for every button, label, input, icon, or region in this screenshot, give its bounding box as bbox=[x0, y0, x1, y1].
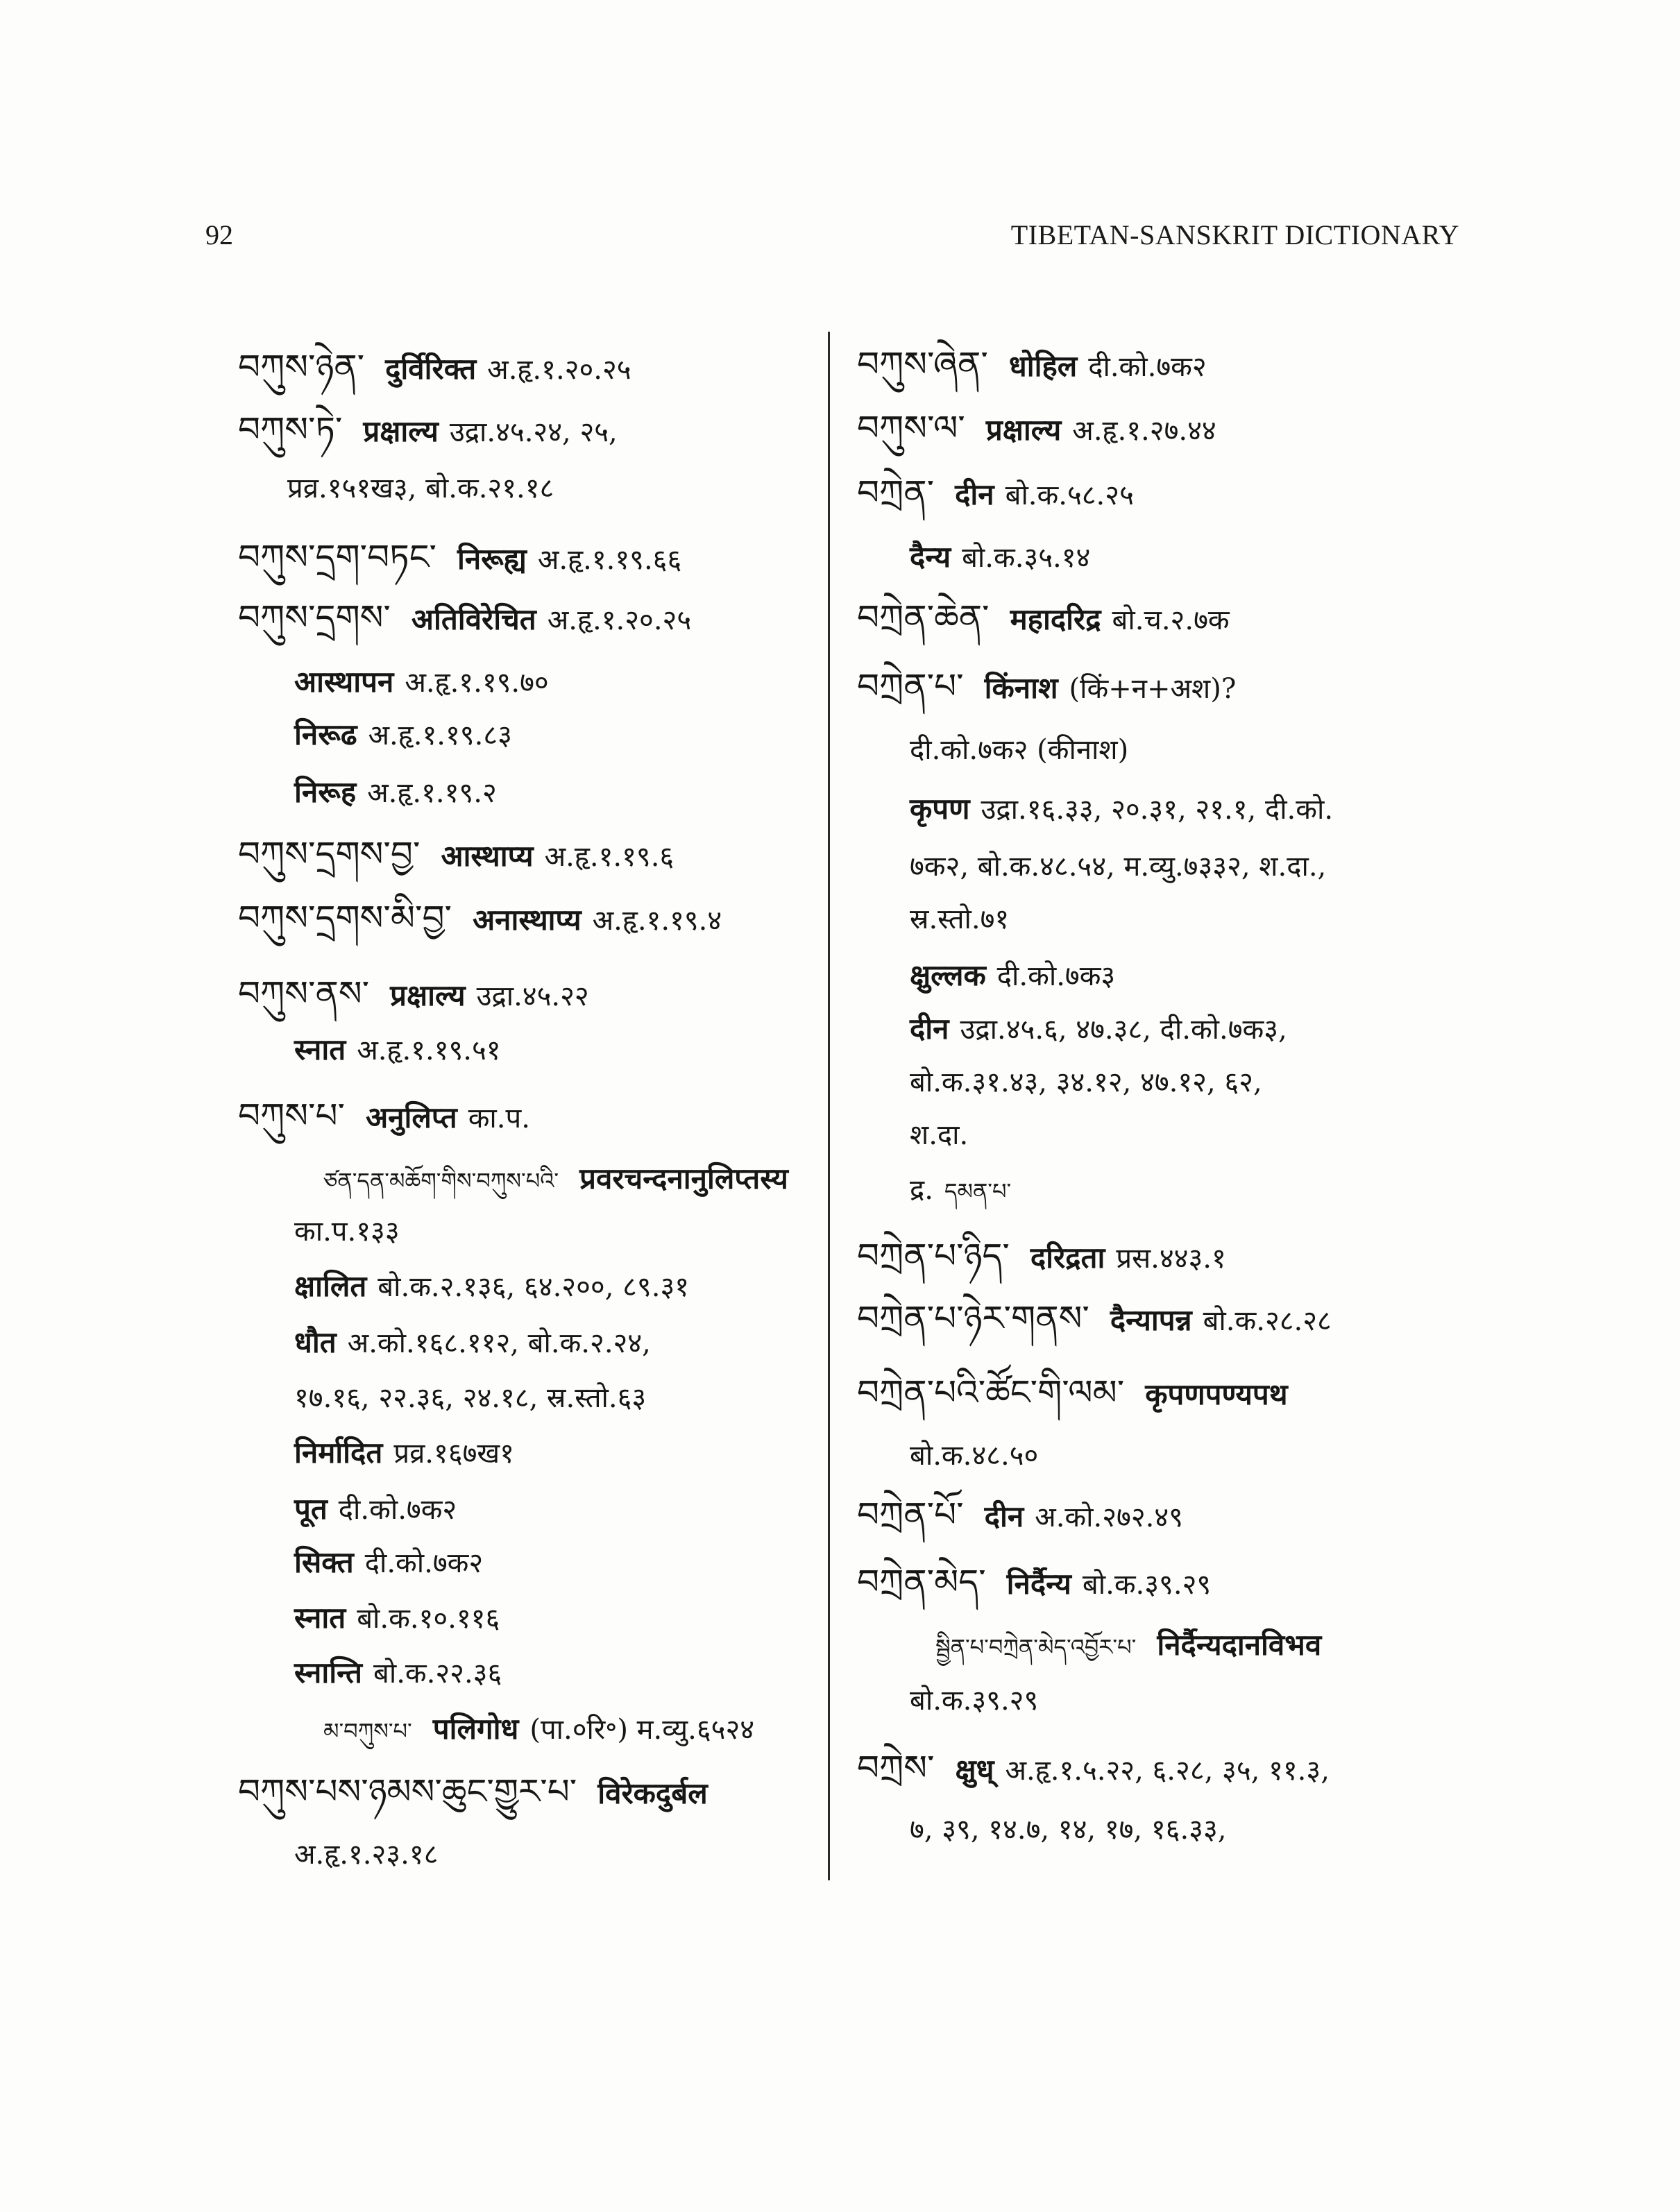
sanskrit-gloss: दीन bbox=[955, 477, 994, 511]
sense-line bbox=[294, 1590, 500, 1646]
reference-citation: अ.हृ.१.२०.२५ bbox=[547, 604, 692, 636]
headword: བཀུས་ནས་ bbox=[238, 973, 370, 1014]
phrase-line bbox=[323, 1701, 754, 1757]
entry-line bbox=[238, 402, 618, 457]
reference-citation: अ.हृ.१.१९.७० bbox=[405, 667, 549, 699]
sense-line bbox=[910, 948, 1115, 1003]
running-title: TIBETAN-SANSKRIT DICTIONARY bbox=[1010, 219, 1459, 250]
sanskrit-gloss: कृपणपण्यपथ bbox=[1145, 1377, 1288, 1411]
reference-citation: दी.को.७क३ bbox=[996, 960, 1116, 992]
reference-citation: (पा.०रि॰) म.व्यु.६५२४ bbox=[529, 1714, 755, 1746]
headword: བཀྲེས་ bbox=[857, 1748, 935, 1788]
headword: བཀུས་པ་ bbox=[238, 1096, 346, 1136]
reference-citation: अ.हृ.१.१९.५१ bbox=[357, 1035, 501, 1066]
sanskrit-gloss: प्रक्षाल्य bbox=[363, 414, 439, 448]
sanskrit-gloss: किंनाश bbox=[984, 671, 1058, 705]
continuation-line bbox=[910, 1428, 1038, 1483]
sanskrit-gloss: दीन bbox=[984, 1499, 1024, 1533]
reference-citation: बो.क.५८.२५ bbox=[1005, 479, 1134, 511]
sense-line bbox=[294, 1535, 483, 1590]
reference-continuation: दी.को.७क२ (कीनाश) bbox=[910, 734, 1129, 766]
sanskrit-gloss: अनास्थाप्य bbox=[473, 903, 582, 937]
sanskrit-gloss: क्षुल्लक bbox=[910, 958, 986, 992]
sanskrit-gloss: निर्दैन्यदानविभव bbox=[1157, 1628, 1322, 1662]
continuation-line bbox=[294, 1204, 400, 1259]
reference-citation: अ.हृ.१.२७.४४ bbox=[1072, 415, 1216, 447]
continuation-line bbox=[287, 461, 554, 516]
entry-line bbox=[238, 966, 589, 1021]
sense-line bbox=[294, 1645, 502, 1701]
reference-citation: बो.च.२.७क bbox=[1112, 604, 1230, 636]
sanskrit-gloss: प्रक्षाल्य bbox=[985, 413, 1062, 447]
reference-citation: अ.हृ.१.२०.२५ bbox=[487, 354, 631, 386]
headword: བཀྲེན་ཆེན་ bbox=[857, 597, 990, 638]
reference-citation: दी.को.७क२ bbox=[364, 1547, 484, 1579]
entry-line bbox=[238, 339, 631, 395]
tibetan-phrase: སྦྱིན་པ་བཀྲེན་མེད་འབྱོར་པ་ bbox=[935, 1634, 1137, 1660]
sense-line bbox=[910, 1001, 1287, 1057]
continuation-line bbox=[910, 892, 1009, 947]
headword: བཀྲེན་པོ་ bbox=[857, 1495, 964, 1535]
continuation-line bbox=[910, 1802, 1227, 1857]
entry-line bbox=[857, 1228, 1226, 1284]
phrase-line bbox=[323, 1151, 788, 1207]
sanskrit-gloss: आस्थाप्य bbox=[441, 839, 534, 873]
entry-line bbox=[857, 1487, 1183, 1542]
continuation-line bbox=[910, 1107, 968, 1163]
reference-citation: बो.क.२८.२८ bbox=[1203, 1305, 1332, 1337]
sanskrit-gloss: दरिद्रता bbox=[1030, 1241, 1105, 1275]
see-also-label: द्र. bbox=[910, 1174, 933, 1206]
phrase-line bbox=[935, 1617, 1321, 1673]
sanskrit-gloss: दैन्य bbox=[910, 540, 951, 574]
entry-line bbox=[238, 1764, 708, 1819]
entry-line bbox=[857, 1365, 1288, 1420]
sanskrit-gloss: महादरिद्र bbox=[1010, 602, 1101, 636]
headword: བཀྲེན་ bbox=[857, 473, 935, 513]
sanskrit-gloss: दीन bbox=[910, 1012, 949, 1046]
sense-line bbox=[294, 1315, 651, 1370]
entry-line bbox=[857, 1554, 1211, 1610]
continuation-line bbox=[294, 1827, 438, 1882]
entry-line bbox=[238, 826, 674, 882]
entry-line bbox=[238, 1088, 530, 1143]
entry-line bbox=[857, 400, 1216, 456]
sanskrit-gloss: आस्थापन bbox=[294, 665, 394, 699]
reference-citation: बो.क.३५.१४ bbox=[962, 542, 1091, 574]
sanskrit-gloss: धौत bbox=[294, 1325, 337, 1359]
reference-citation: अ.को.२७२.४९ bbox=[1035, 1501, 1183, 1533]
sanskrit-gloss: निरूह bbox=[294, 775, 357, 809]
reference-citation: (किं+न+अश)? bbox=[1069, 673, 1237, 705]
reference-citation: बो.क.२२.३६ bbox=[373, 1658, 502, 1690]
reference-citation: अ.हृ.१.५.२२, ६.२८, ३५, ११.३, bbox=[1005, 1755, 1330, 1787]
headword: བཀྲེན་པ་ཉིད་ bbox=[857, 1236, 1010, 1276]
sanskrit-gloss: पलिगोध bbox=[432, 1712, 519, 1746]
tibetan-phrase: དམན་པ་ bbox=[944, 1178, 1012, 1205]
sanskrit-gloss: स्नान्ति bbox=[294, 1656, 362, 1690]
sanskrit-gloss: निर्दैन्य bbox=[1006, 1567, 1071, 1601]
entry-line bbox=[857, 1740, 1330, 1796]
reference-citation: बो.क.२.१३६, ६४.२००, ८९.३१ bbox=[377, 1271, 690, 1303]
reference-continuation: का.प.१३३ bbox=[294, 1216, 400, 1248]
headword: བཀུས་ཞེན་ bbox=[857, 344, 988, 384]
sanskrit-gloss: स्नात bbox=[294, 1601, 346, 1635]
sense-line bbox=[294, 1481, 457, 1537]
sanskrit-gloss: विरेकदुर्बल bbox=[597, 1776, 708, 1810]
sense-line bbox=[294, 765, 497, 820]
sense-line bbox=[294, 654, 549, 710]
sanskrit-gloss: निरूढ bbox=[294, 717, 357, 751]
headword: བཀྲེན་པ་ཉེར་གནས་ bbox=[857, 1298, 1089, 1338]
reference-citation: अ.हृ.१.१९.६६ bbox=[537, 544, 682, 576]
sanskrit-gloss: क्षालित bbox=[294, 1269, 367, 1303]
reference-citation: का.प. bbox=[468, 1103, 530, 1134]
entry-line bbox=[238, 890, 722, 946]
sense-line bbox=[910, 529, 1090, 585]
reference-citation: अ.हृ.१.१९.६ bbox=[544, 841, 674, 873]
reference-citation: दी.को.७क२ bbox=[1088, 351, 1207, 383]
reference-continuation: बो.क.३१.४३, ३४.१२, ४७.१२, ६२, bbox=[910, 1066, 1262, 1098]
sense-line bbox=[294, 1425, 514, 1481]
reference-continuation: १७.१६, २२.३६, २४.१८, स्र.स्तो.६३ bbox=[294, 1382, 647, 1414]
headword: བཀྲེན་མེད་ bbox=[857, 1562, 986, 1602]
tibetan-phrase: མ་བཀུས་པ་ bbox=[323, 1718, 412, 1744]
entry-line bbox=[238, 529, 681, 585]
reference-citation: उद्रा.४५.६, ४७.३८, दी.को.७क३, bbox=[960, 1014, 1287, 1046]
headword: བཀུས་དྲགས་བྱ་ bbox=[238, 834, 421, 874]
headword: བཀུས་ཉེན་ bbox=[238, 347, 365, 387]
sanskrit-gloss: प्रक्षाल्य bbox=[390, 978, 466, 1012]
sanskrit-gloss: दुर्विरिक्त bbox=[385, 352, 477, 386]
entry-line bbox=[857, 337, 1207, 392]
page-number: 92 bbox=[205, 219, 233, 250]
reference-continuation: अ.हृ.१.२३.१८ bbox=[294, 1839, 439, 1871]
headword: བཀྲེན་པ་ bbox=[857, 666, 964, 706]
headword: བཀྲེན་པའི་ཚོང་གི་ལམ་ bbox=[857, 1372, 1125, 1413]
entry-line bbox=[857, 590, 1230, 645]
reference-continuation: बो.क.४८.५० bbox=[910, 1440, 1039, 1472]
sanskrit-gloss: कृपण bbox=[910, 792, 970, 826]
continuation-line bbox=[294, 1370, 646, 1426]
sanskrit-gloss: प्रवरचन्दनानुलिप्तस्य bbox=[579, 1162, 788, 1196]
sanskrit-gloss: धोहिल bbox=[1008, 349, 1078, 383]
continuation-line bbox=[910, 1055, 1262, 1110]
sanskrit-gloss: क्षुध् bbox=[955, 1753, 994, 1787]
headword: བཀུས་དྲགས་མི་བྱ་ bbox=[238, 898, 452, 938]
reference-citation: अ.हृ.१.१९.४ bbox=[592, 905, 722, 937]
entry-line bbox=[857, 1291, 1332, 1346]
reference-citation: अ.हृ.१.१९.२ bbox=[367, 777, 497, 809]
sense-line bbox=[294, 1022, 501, 1078]
sanskrit-gloss: अनुलिप्त bbox=[366, 1100, 457, 1134]
entry-line bbox=[857, 465, 1134, 520]
reference-citation: बो.क.१०.११६ bbox=[357, 1603, 500, 1635]
sanskrit-gloss: निर्मादित bbox=[294, 1436, 383, 1470]
reference-continuation: ७, ३९, १४.७, १४, १७, १६.३३, bbox=[910, 1814, 1227, 1846]
entry-line bbox=[857, 658, 1236, 714]
sanskrit-gloss: दैन्यापन्न bbox=[1110, 1303, 1192, 1337]
reference-continuation: प्रव्र.१५१ख३, बो.क.२१.१८ bbox=[287, 473, 554, 504]
reference-continuation: स्र.स्तो.७१ bbox=[910, 903, 1010, 935]
reference-continuation: ७क२, बो.क.४८.५४, म.व्यु.७३३२, श.दा., bbox=[910, 851, 1327, 883]
reference-citation: अ.को.१६८.११२, बो.क.२.२४, bbox=[347, 1327, 651, 1359]
sense-line bbox=[294, 1259, 689, 1314]
sanskrit-gloss: स्नात bbox=[294, 1032, 346, 1066]
sanskrit-gloss: पूत bbox=[294, 1492, 328, 1526]
reference-citation: अ.हृ.१.१९.८३ bbox=[368, 720, 512, 751]
continuation-line bbox=[910, 839, 1326, 894]
continuation-line bbox=[910, 1673, 1038, 1728]
reference-citation: प्रस.४४३.१ bbox=[1116, 1243, 1226, 1275]
headword: བཀུས་ཏེ་ bbox=[238, 409, 343, 450]
sanskrit-gloss: सिक्त bbox=[294, 1545, 354, 1579]
sense-line bbox=[294, 707, 512, 763]
headword: བཀུས་དྲགས་ bbox=[238, 597, 391, 638]
reference-continuation: बो.क.३९.२९ bbox=[910, 1685, 1039, 1717]
reference-citation: बो.क.३९.२९ bbox=[1082, 1569, 1212, 1601]
reference-citation: उद्रा.१६.३३, २०.३१, २१.१, दी.को. bbox=[981, 794, 1334, 826]
sanskrit-gloss: निरूह्य bbox=[457, 542, 527, 576]
tibetan-phrase: ཙན་དན་མཆོག་གིས་བཀུས་པའི་ bbox=[323, 1168, 559, 1194]
column-divider bbox=[828, 332, 830, 1880]
reference-citation: प्रव्र.१६७ख१ bbox=[393, 1438, 514, 1470]
reference-citation: उद्रा.४५.२२ bbox=[476, 980, 589, 1012]
headword: བཀུས་ལ་ bbox=[857, 408, 965, 448]
reference-citation: दी.को.७क२ bbox=[338, 1494, 457, 1526]
headword: བཀུས་དྲག་བཏང་ bbox=[238, 537, 436, 577]
reference-continuation: श.दा. bbox=[910, 1119, 969, 1151]
entry-line bbox=[238, 590, 691, 645]
sanskrit-gloss: अतिविरेचित bbox=[411, 602, 536, 636]
sense-line bbox=[910, 781, 1333, 837]
see-also-line bbox=[910, 1162, 1011, 1218]
reference-citation: उद्रा.४५.२४, २५, bbox=[449, 416, 618, 448]
continuation-line bbox=[910, 722, 1128, 778]
headword: བཀུས་པས་ཉམས་ཆུང་གྱུར་པ་ bbox=[238, 1771, 577, 1812]
